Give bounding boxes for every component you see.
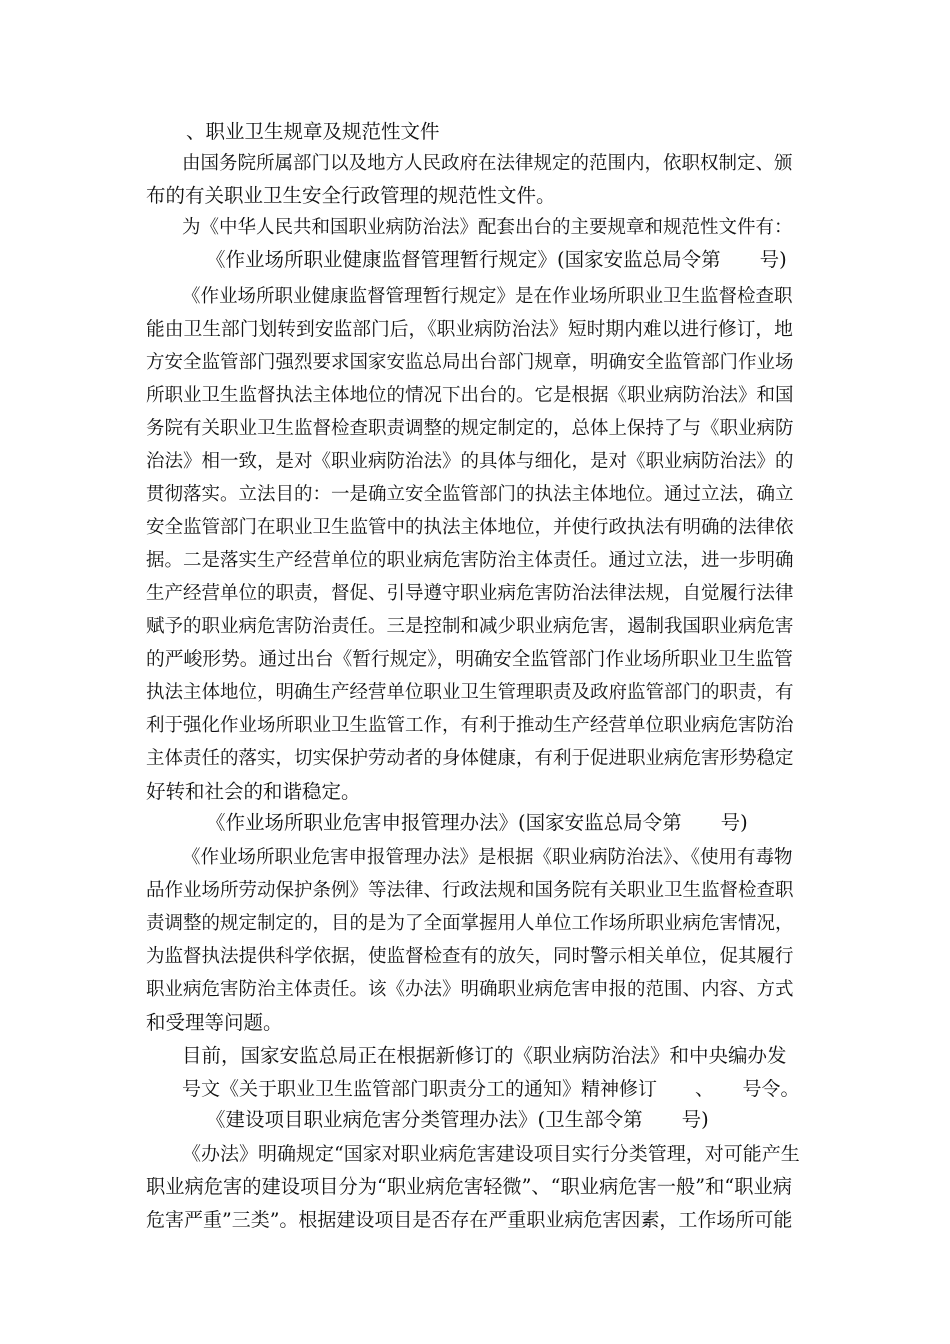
paragraph-line: 职业病危害的建设项目分为“职业病危害轻微”、“职业病危害一般”和“职业病 — [146, 1175, 792, 1198]
paragraph-line: 《办法》明确规定“国家对职业病危害建设项目实行分类管理，对可能产生 — [182, 1143, 800, 1165]
paragraph-line: 布的有关职业卫生安全行政管理的规范性文件。 — [146, 184, 556, 207]
paragraph-line: 号文《关于职业卫生监管部门职责分工的通知》精神修订 、 号令。 — [182, 1078, 800, 1100]
regulation-title: 《作业场所职业健康监督管理暂行规定》(国家安监总局令第 号) — [206, 248, 787, 271]
paragraph-line: 《作业场所职业危害申报管理办法》是根据《职业病防治法》、《使用有毒物 — [182, 847, 793, 868]
regulation-title: 《作业场所职业危害申报管理办法》(国家安监总局令第 号) — [206, 811, 748, 834]
paragraph-line: 据。二是落实生产经营单位的职业病危害防治主体责任。通过立法，进一步明确 — [146, 550, 794, 571]
paragraph-line: 目前，国家安监总局正在根据新修订的《职业病防治法》和中央编办发 — [182, 1044, 787, 1067]
paragraph-line: 主体责任的落实，切实保护劳动者的身体健康，有利于促进职业病危害形势稳定 — [146, 748, 794, 769]
paragraph-line: 方安全监管部门强烈要求国家安监总局出台部门规章，明确安全监管部门作业场 — [146, 352, 794, 373]
paragraph-line: 《作业场所职业健康监督管理暂行规定》是在作业场所职业卫生监督检查职 — [182, 286, 793, 307]
paragraph-line: 为《中华人民共和国职业病防治法》配套出台的主要规章和规范性文件有： — [182, 217, 793, 238]
paragraph-line: 所职业卫生监督执法主体地位的情况下出台的。它是根据《职业病防治法》和国 — [146, 385, 794, 406]
section-heading: 、职业卫生规章及规范性文件 — [186, 120, 440, 143]
paragraph-line: 品作业场所劳动保护条例》等法律、行政法规和国务院有关职业卫生监督检查职 — [146, 880, 794, 901]
paragraph-line: 好转和社会的和谐稳定。 — [146, 780, 361, 803]
paragraph-line: 赋予的职业病危害防治责任。三是控制和减少职业病危害，遏制我国职业病危害 — [146, 616, 794, 637]
paragraph-line: 职业病危害防治主体责任。该《办法》明确职业病危害申报的范围、内容、方式 — [146, 979, 794, 1000]
paragraph-line: 危害严重”三类”。根据建设项目是否存在严重职业病危害因素，工作场所可能 — [146, 1209, 793, 1231]
paragraph-line: 和受理等问题。 — [146, 1011, 283, 1034]
regulation-title: 《建设项目职业病危害分类管理办法》(卫生部令第 号) — [206, 1108, 709, 1131]
paragraph-line: 利于强化作业场所职业卫生监管工作，有利于推动生产经营单位职业病危害防治 — [146, 715, 794, 736]
paragraph-line: 治法》相一致，是对《职业病防治法》的具体与细化，是对《职业病防治法》的 — [146, 451, 794, 472]
paragraph-line: 能由卫生部门划转到安监部门后，《职业病防治法》短时期内难以进行修订，地 — [146, 319, 793, 340]
paragraph-line: 生产经营单位的职责，督促、引导遵守职业病危害防治法律法规，自觉履行法律 — [146, 583, 794, 604]
paragraph-line: 的严峻形势。通过出台《暂行规定》，明确安全监管部门作业场所职业卫生监管 — [146, 649, 793, 670]
paragraph-line: 贯彻落实。立法目的：一是确立安全监管部门的执法主体地位。通过立法，确立 — [146, 484, 794, 505]
paragraph-line: 务院有关职业卫生监督检查职责调整的规定制定的，总体上保持了与《职业病防 — [146, 418, 794, 439]
paragraph-line: 为监督执法提供科学依据，使监督检查有的放矢，同时警示相关单位，促其履行 — [146, 946, 794, 967]
paragraph-line: 责调整的规定制定的，目的是为了全面掌握用人单位工作场所职业病危害情况， — [146, 913, 794, 934]
paragraph-line: 执法主体地位，明确生产经营单位职业卫生管理职责及政府监管部门的职责，有 — [146, 682, 794, 703]
paragraph-line: 安全监管部门在职业卫生监管中的执法主体地位，并使行政执法有明确的法律依 — [146, 517, 794, 538]
paragraph-line: 由国务院所属部门以及地方人民政府在法律规定的范围内，依职权制定、颁 — [182, 153, 793, 174]
